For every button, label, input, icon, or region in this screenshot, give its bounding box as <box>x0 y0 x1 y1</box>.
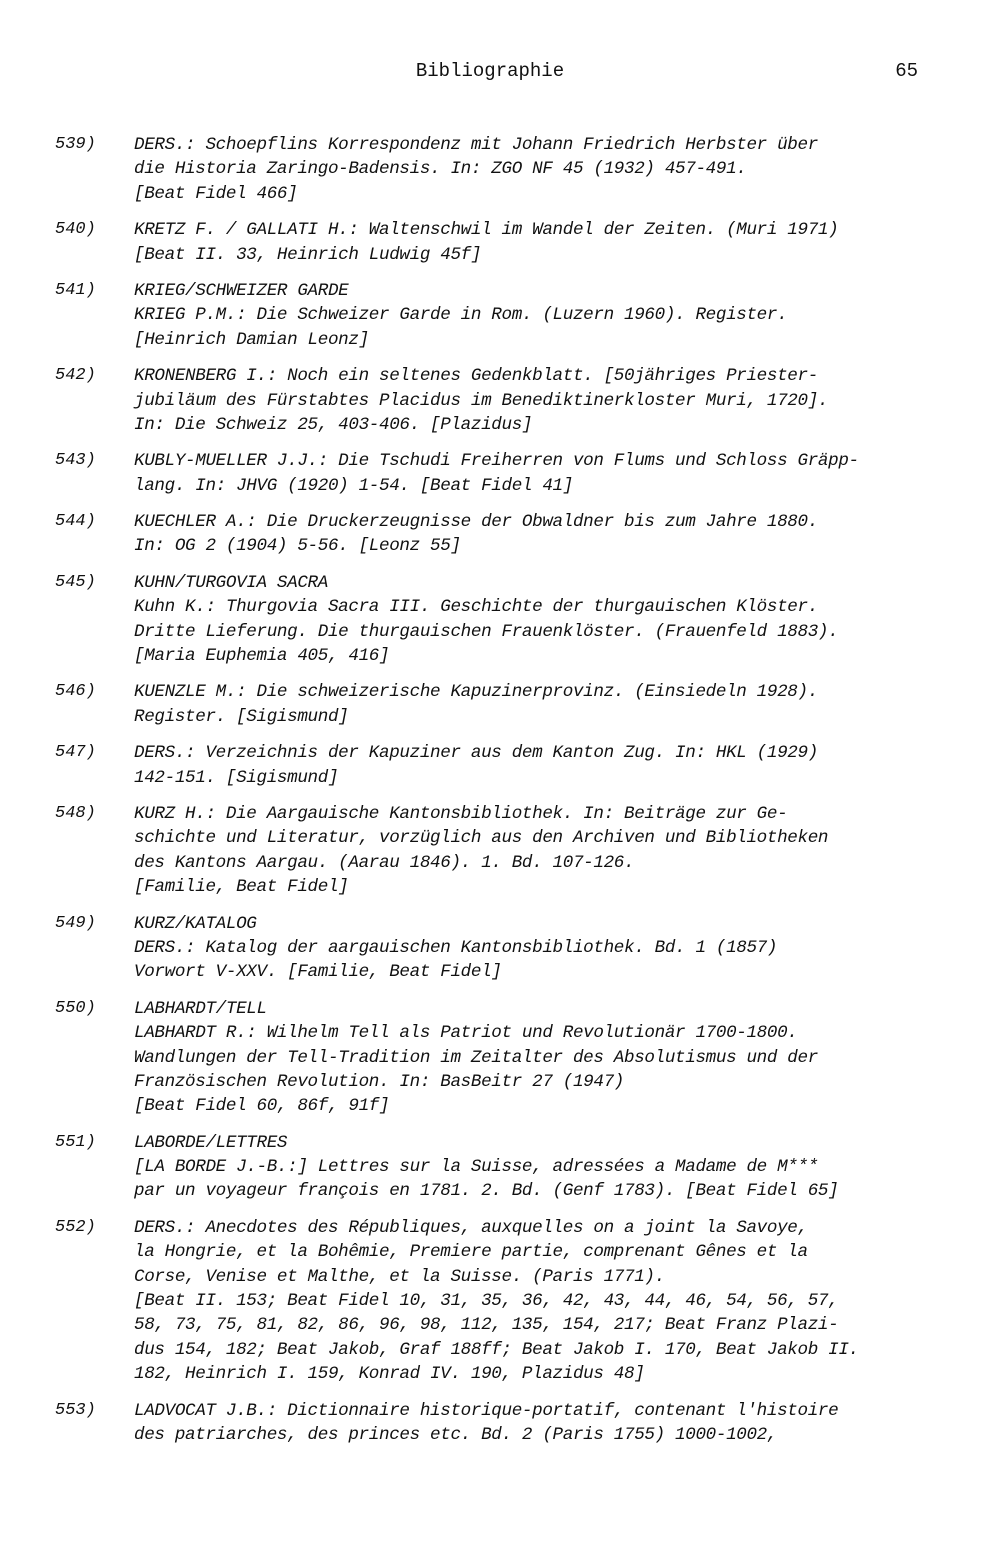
entry-line: [Heinrich Damian Leonz] <box>134 329 369 350</box>
entry-line: la Hongrie, et la Bohêmie, Premiere partie, comprenant Gênes et la <box>134 1242 808 1263</box>
entry-text <box>134 279 955 352</box>
entry-line: KURZ/KATALOG <box>134 913 257 934</box>
entry-number: 540) <box>55 220 96 240</box>
entry-line: [Familie, Beat Fidel] <box>134 877 349 898</box>
entry-line: 182, Heinrich I. 159, Konrad IV. 190, Plazidus 48] <box>134 1364 645 1385</box>
entry-line: LADVOCAT J.B.: Dictionnaire historique-portatif, contenant l'histoire <box>134 1400 839 1421</box>
entry-line: [Beat Fidel 60, 86f, 91f] <box>134 1096 390 1117</box>
page-header <box>0 60 1000 90</box>
entry-line: 142-151. [Sigismund] <box>134 767 339 788</box>
entry-number: 551) <box>55 1132 96 1152</box>
entry-line: Register. [Sigismund] <box>134 706 349 727</box>
entry-line: KRIEG/SCHWEIZER GARDE <box>134 280 349 301</box>
entry-text <box>134 1216 955 1387</box>
bibliography-entry <box>55 1216 955 1387</box>
entry-line: KUBLY-MUELLER J.J.: Die Tschudi Freiherren von Flums und Schloss Gräpp- <box>134 451 859 472</box>
bibliography-entry <box>55 802 955 900</box>
entry-line: [Maria Euphemia 405, 416] <box>134 646 390 667</box>
entry-line: KUHN/TURGOVIA SACRA <box>134 572 328 593</box>
entry-line: LABHARDT R.: Wilhelm Tell als Patriot und Revolutionär 1700-1800. <box>134 1023 798 1044</box>
entry-text <box>134 997 955 1119</box>
bibliography-entry <box>55 133 955 206</box>
page-number: 65 <box>895 60 918 82</box>
entry-number: 545) <box>55 572 96 592</box>
entry-text <box>134 680 955 729</box>
entry-line: DERS.: Schoepflins Korrespondenz mit Johann Friedrich Herbster über <box>134 135 818 155</box>
entry-line: Wandlungen der Tell-Tradition im Zeitalter des Absolutismus und der <box>134 1047 818 1068</box>
entry-number: 553) <box>55 1400 96 1420</box>
bibliography-entry <box>55 218 955 267</box>
entry-line: KUECHLER A.: Die Druckerzeugnisse der Obwaldner bis zum Jahre 1880. <box>134 512 818 533</box>
entry-text <box>134 1131 955 1204</box>
entry-line: In: Die Schweiz 25, 403-406. [Plazidus] <box>134 414 533 435</box>
bibliography-entry <box>55 997 955 1119</box>
bibliography-entry <box>55 510 955 559</box>
entry-number: 552) <box>55 1217 96 1237</box>
entry-line: Dritte Lieferung. Die thurgauischen Frauenklöster. (Frauenfeld 1883). <box>134 621 839 642</box>
entry-line: KUENZLE M.: Die schweizerische Kapuzinerprovinz. (Einsiedeln 1928). <box>134 682 818 703</box>
bibliography-entry <box>55 741 955 790</box>
entry-line: 58, 73, 75, 81, 82, 86, 96, 98, 112, 135, 154, 217; Beat Franz Plazi- <box>134 1315 839 1336</box>
entry-line: [Beat II. 153; Beat Fidel 10, 31, 35, 36, 42, 43, 44, 46, 54, 56, 57, <box>134 1291 839 1312</box>
entry-line: par un voyageur françois en 1781. 2. Bd. (Genf 1783). [Beat Fidel 65] <box>134 1181 839 1202</box>
entry-line: DERS.: Verzeichnis der Kapuziner aus dem Kanton Zug. In: HKL (1929) <box>134 743 818 764</box>
entry-number: 543) <box>55 451 96 471</box>
entry-line: DERS.: Anecdotes des Républiques, auxquelles on a joint la Savoye, <box>134 1217 808 1238</box>
entry-text <box>134 571 955 669</box>
bibliography-list <box>55 133 955 1447</box>
entry-number: 547) <box>55 743 96 763</box>
bibliography-entry <box>55 364 955 437</box>
entry-text <box>134 802 955 900</box>
entry-number: 546) <box>55 682 96 702</box>
entry-line: KRONENBERG I.: Noch ein seltenes Gedenkblatt. [50jähriges Priester- <box>134 366 818 387</box>
entry-line: KRETZ F. / GALLATI H.: Waltenschwil im Wandel der Zeiten. (Muri 1971) <box>134 220 839 241</box>
entry-line: [Beat Fidel 466] <box>134 183 298 204</box>
entry-number: 542) <box>55 366 96 386</box>
bibliography-entry <box>55 571 955 669</box>
entry-line: DERS.: Katalog der aargauischen Kantonsbibliothek. Bd. 1 (1857) <box>134 937 778 958</box>
entry-line: dus 154, 182; Beat Jakob, Graf 188ff; Beat Jakob I. 170, Beat Jakob II. <box>134 1339 859 1360</box>
entry-line: schichte und Literatur, vorzüglich aus den Archiven und Bibliotheken <box>134 828 829 849</box>
entry-line: lang. In: JHVG (1920) 1-54. [Beat Fidel 41] <box>134 475 573 496</box>
entry-text <box>134 218 955 267</box>
entry-line: des patriarches, des princes etc. Bd. 2 (Paris 1755) 1000-1002, <box>134 1424 778 1445</box>
entry-line: die Historia Zaringo-Badensis. In: ZGO NF 45 (1932) 457-491. <box>134 159 747 180</box>
entry-text <box>134 1399 955 1448</box>
entry-line: [Beat II. 33, Heinrich Ludwig 45f] <box>134 244 482 265</box>
entry-text <box>134 449 955 498</box>
entry-line: Kuhn K.: Thurgovia Sacra III. Geschichte der thurgauischen Klöster. <box>134 597 818 618</box>
bibliography-entry <box>55 680 955 729</box>
entry-number: 548) <box>55 803 96 823</box>
entry-text <box>134 741 955 790</box>
entry-line: jubiläum des Fürstabtes Placidus im Benediktinerkloster Muri, 1720]. <box>134 390 829 411</box>
entry-line: des Kantons Aargau. (Aarau 1846). 1. Bd. 107-126. <box>134 852 635 873</box>
entry-line: Corse, Venise et Malthe, et la Suisse. (Paris 1771). <box>134 1266 665 1287</box>
entry-line: In: OG 2 (1904) 5-56. [Leonz 55] <box>134 536 461 557</box>
entry-number: 539) <box>55 135 96 154</box>
entry-text <box>134 364 955 437</box>
entry-line: KURZ H.: Die Aargauische Kantonsbibliothek. In: Beiträge zur Ge- <box>134 803 788 824</box>
entry-text <box>134 912 955 985</box>
bibliography-entry <box>55 1131 955 1204</box>
entry-number: 550) <box>55 998 96 1018</box>
entry-line: LABHARDT/TELL <box>134 998 267 1019</box>
entry-number: 549) <box>55 913 96 933</box>
entry-line: LABORDE/LETTRES <box>134 1132 288 1153</box>
entry-line: KRIEG P.M.: Die Schweizer Garde in Rom. (Luzern 1960). Register. <box>134 305 788 326</box>
entry-line: [LA BORDE J.-B.:] Lettres sur la Suisse, adressées a Madame de M*** <box>134 1157 818 1178</box>
entry-text <box>134 133 955 206</box>
entry-number: 544) <box>55 512 96 532</box>
entry-line: Vorwort V-XXV. [Familie, Beat Fidel] <box>134 962 502 983</box>
entry-text <box>134 510 955 559</box>
bibliography-entry <box>55 449 955 498</box>
bibliography-entry <box>55 1399 955 1448</box>
entry-line: Französischen Revolution. In: BasBeitr 27 (1947) <box>134 1071 624 1092</box>
page-title: Bibliographie <box>415 60 565 82</box>
entry-number: 541) <box>55 280 96 300</box>
bibliography-entry <box>55 279 955 352</box>
bibliography-entry <box>55 912 955 985</box>
